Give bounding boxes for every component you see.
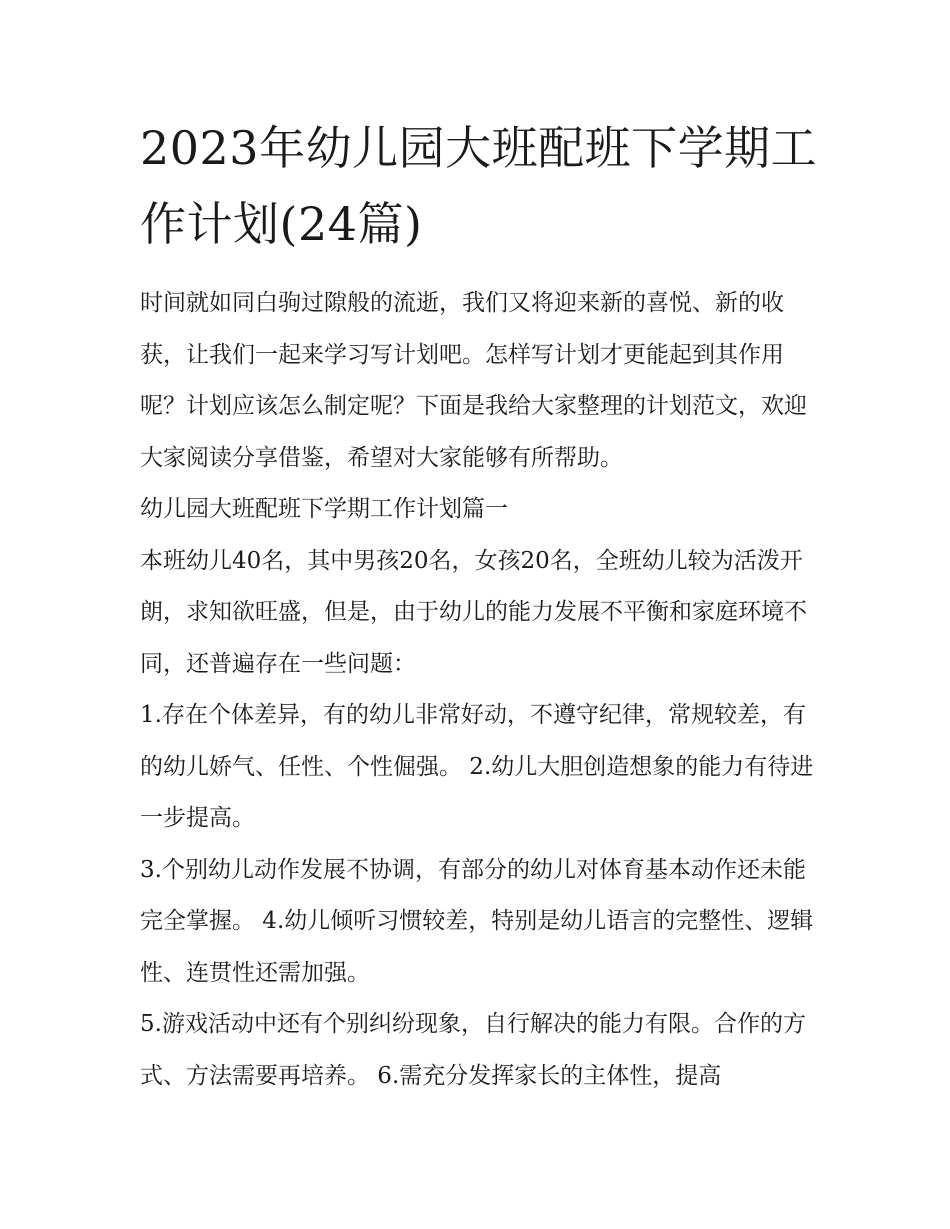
document-title: 2023年幼儿园大班配班下学期工作计划(24篇) [140,121,818,251]
issue-paragraph-2: 3.个别幼儿动作发展不协调，有部分的幼儿对体育基本动作还未能完全掌握。 4.幼儿倾听习惯较差，特别是幼儿语言的完整性、逻辑性、连贯性还需加强。 [140,856,814,986]
intro-paragraph: 时间就如同白驹过隙般的流逝，我们又将迎来新的喜悦、新的收获，让我们一起来学习写计划吧。怎样写计划才更能起到其作用呢？计划应该怎么制定呢？下面是我给大家整理的计划范文，欢迎大家阅读分享借鉴，希望对大家能够有所帮助。 [140,290,807,471]
class-overview-paragraph: 本班幼儿40名，其中男孩20名，女孩20名，全班幼儿较为活泼开朗，求知欲旺盛，但是，由于幼儿的能力发展不平衡和家庭环境不同，还普遍存在一些问题： [140,547,807,677]
issue-paragraph-1: 1.存在个体差异，有的幼儿非常好动，不遵守纪律，常规较差，有的幼儿娇气、任性、个性倔强。 2.幼儿大胆创造想象的能力有待进一步提高。 [140,702,814,831]
issue-paragraph-3: 5.游戏活动中还有个别纠纷现象，自行解决的能力有限。合作的方式、方法需要再培养。 6.需充分发挥家长的主体性，提高 [140,1011,806,1089]
document-page [140,110,820,1102]
document-body [140,278,820,1102]
section-heading: 幼儿园大班配班下学期工作计划篇一 [140,496,508,522]
